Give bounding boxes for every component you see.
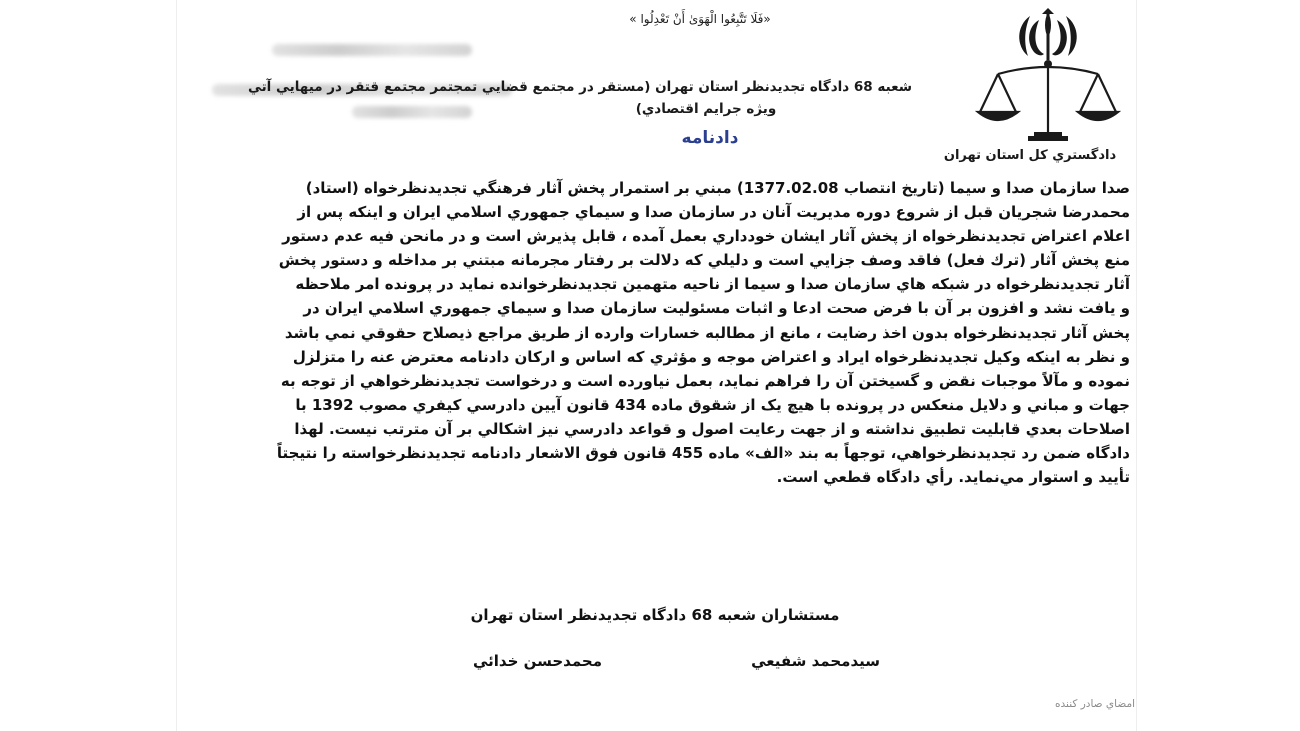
body-line: دادگاه ضمن رد تجديدنظرخواهي، توجهاً به بند «الف» ماده 455 قانون فوق الاشعار دادنامه تجديدنظرخواسته را نتيجتاً [276, 444, 1130, 463]
signer-name: محمدحسن خدائي [472, 652, 602, 670]
verdict-body [178, 176, 1130, 489]
body-line: محمدرضا شجريان قبل از شروع دوره مديريت آنان در سازمان صدا و سيماي جمهوري اسلامي ايران و اينكه پس از [297, 203, 1130, 222]
scan-edge-right [1136, 0, 1137, 731]
scan-edge-left [176, 0, 177, 731]
court-heading-line2: ويژه جرايم اقتصادي) [635, 101, 777, 117]
document-title: دادنامه [681, 128, 739, 148]
body-line: تأييد و استوار مي‌نمايد. رأي دادگاه قطعي است. [776, 468, 1130, 487]
court-heading-line1: شعبه 68 دادگاه تجديدنظر استان تهران (مستقر در مجتمع قضايي تمجتمر مجتمع قتقر در ميهايي آتي [247, 79, 912, 95]
judiciary-name: دادگستري كل استان تهران [943, 148, 1117, 163]
body-line: و نظر به اينكه وكيل تجديدنظرخواه ايراد و اعتراض موجه و مؤثري كه اساس و اركان دادنامه معترض عنه را متزلزل [292, 347, 1130, 366]
body-line: صدا سازمان صدا و سيما (تاريخ انتصاب 1377.02.08) مبني بر استمرار پخش آثار فرهنگي تجديدنظرخواه (استاد) [305, 179, 1130, 197]
body-line: و يافت نشد و افزون بر آن با فرض صحت ادعا و اثبات مسئوليت سازمان صدا و سيماي جمهوري اسلامي ايران در [303, 299, 1130, 318]
body-line: نموده و مآلاً موجبات نقض و گسيختن آن را فراهم نمايد، بعمل نياورده است و درخواست تجديدنظرخواهي از توجه به [280, 371, 1130, 390]
body-line: جهات و مباني و دلايل منعكس در پرونده با هيچ يک از شقوق ماده 434 قانون آيين دادرسي كيفري مصوب 1392 با [295, 395, 1130, 414]
court-heading [247, 76, 912, 120]
body-line: اعلام اعتراض تجديدنظرخواه از پخش آثار ايشان خودداري بعمل آمده ، قابل پذيرش است و در مانحن فيه عدم دستور [282, 227, 1130, 246]
body-line: پخش آثار تجديدنظرخواه بدون اخذ رضايت ، مانع از مطالبه خسارات وارده از طريق مراجع ذيصلاح حقوقي نمي باشد [284, 323, 1130, 342]
body-line: آثار تجديدنظرخواه در شبكه هاي سازمان صدا و سيما از ناحيه متهمين تجديدنظرخوانده نمايد در پرونده امر ملاحظه [295, 275, 1130, 294]
issuer-signature-label: امضاي صادر كننده [1055, 698, 1135, 710]
iran-emblem-scales-icon [968, 8, 1128, 158]
body-line: اصلاحات بعدي قابليت تطبيق نداشته و از جهت رعايت اصول و قواعد دادرسي نيز اشكالي بر آن مترتب نيست. لهذا [294, 419, 1130, 438]
body-line: منع پخش آثار (ترك فعل) فاقد وصف جزايي است و دليلي كه دلالت بر رفتار مجرمانه مبتني بر مداخله و دستور پخش [278, 251, 1130, 270]
signer-name: سيدمحمد شفيعي [751, 652, 880, 670]
signatories-title: مستشاران شعبه 68 دادگاه تجديدنظر استان تهران [470, 606, 840, 624]
quran-verse: «فَلَا تَتَّبِعُوا الْهَوَىٰ أَنْ تَعْدِلُوا » [629, 12, 771, 26]
